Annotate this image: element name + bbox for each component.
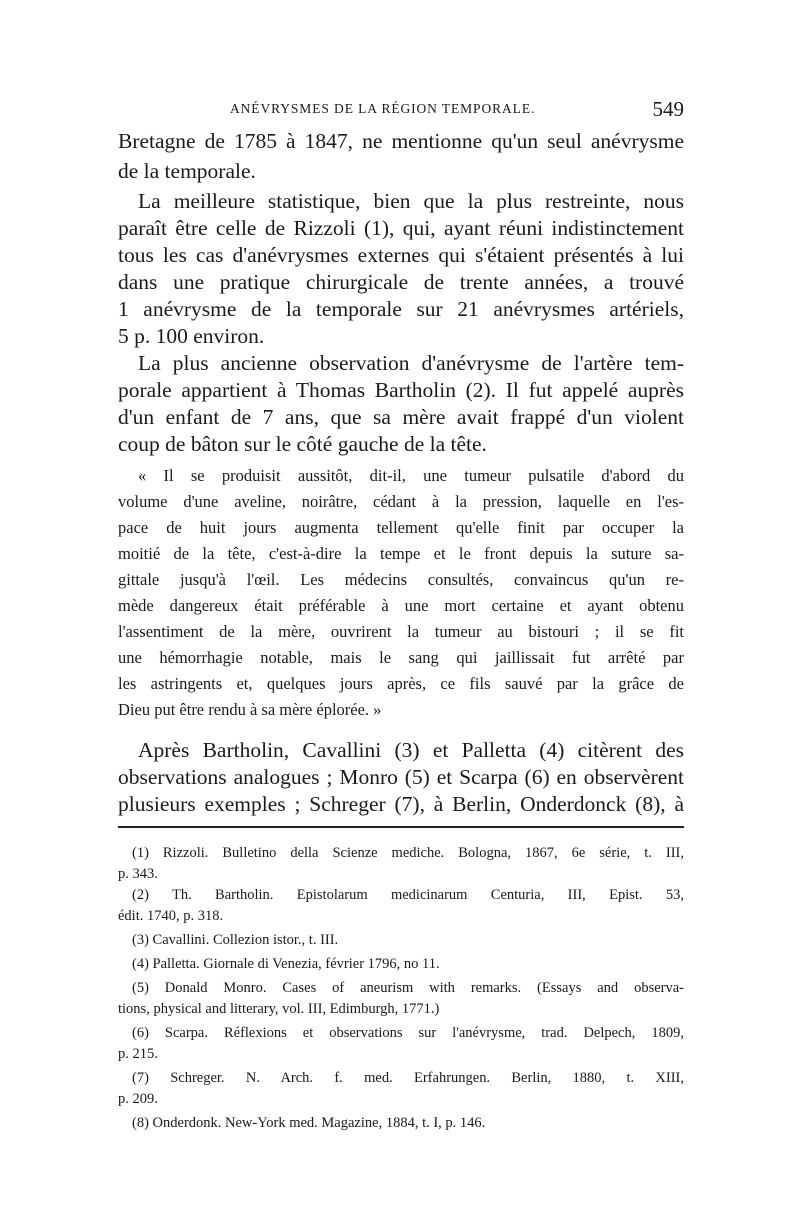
footnote-line: p. 209. [118,1091,158,1107]
body-line: d'un enfant de 7 ans, que sa mère avait frappé d'un violent [118,405,684,429]
footnote-line: p. 215. [118,1046,158,1062]
quote-line: moitié de la tête, c'est-à-dire la tempe et le front depuis la suture sa- [118,544,684,563]
footnote-line: édit. 1740, p. 318. [118,908,224,924]
quote-line: Dieu put être rendu à sa mère éplorée. » [118,700,382,719]
body-line: La plus ancienne observation d'anévrysme de l'artère tem- [138,351,684,375]
footnote-line: (3) Cavallini. Collezion istor., t. III. [132,932,339,948]
body-line: 1 anévrysme de la temporale sur 21 anévrysmes artériels, [118,297,684,321]
footnote-line: (2) Th. Bartholin. Epistolarum medicinarum Centuria, III, Epist. 53, [132,887,684,903]
body-line: de la temporale. [118,159,256,183]
body-line: porale appartient à Thomas Bartholin (2). Il fut appelé auprès [118,378,684,402]
footnote-line: (8) Onderdonk. New-York med. Magazine, 1884, t. I, p. 146. [132,1115,486,1131]
quote-line: les astringents et, quelques jours après, ce fils sauvé par la grâce de [118,674,684,693]
page-number: 549 [652,97,684,121]
quote-line: pace de huit jours augmenta tellement qu'elle finit par occuper la [118,518,684,537]
footnote-line: (1) Rizzoli. Bulletino della Scienze mediche. Bologna, 1867, 6e série, t. III, [132,845,684,861]
body-line: La meilleure statistique, bien que la plus restreinte, nous [138,189,684,213]
footnote-line: p. 343. [118,866,158,882]
quote-line: mède dangereux était préférable à une mort certaine et ayant obtenu [118,596,684,615]
footnote-line: (4) Palletta. Giornale di Venezia, février 1796, no 11. [132,956,440,972]
quote-line: « Il se produisit aussitôt, dit-il, une tumeur pulsatile d'abord du [138,466,684,485]
quote-line: une hémorrhagie notable, mais le sang qui jaillissait fut arrêté par [118,648,684,667]
body-line: coup de bâton sur le côté gauche de la tête. [118,432,487,456]
footnote-line: tions, physical and litterary, vol. III, Edimburgh, 1771.) [118,1001,440,1017]
body-line: Après Bartholin, Cavallini (3) et Palletta (4) citèrent des [138,738,684,762]
quote-line: l'assentiment de la mère, ouvrirent la tumeur au bistouri ; il se fit [118,622,684,641]
quote-line: volume d'une aveline, noirâtre, cédant à la pression, laquelle en l'es- [118,492,684,511]
quote-line: gittale jusqu'à l'œil. Les médecins consultés, convaincus qu'un re- [118,570,684,589]
body-line: tous les cas d'anévrysmes externes qui s'étaient présentés à lui [118,243,684,267]
running-title: ANÉVRYSMES DE LA RÉGION TEMPORALE. [230,101,536,116]
footnote-line: (7) Schreger. N. Arch. f. med. Erfahrungen. Berlin, 1880, t. XIII, [132,1070,684,1086]
footnote-separator [118,826,684,828]
body-line: Bretagne de 1785 à 1847, ne mentionne qu'un seul anévrysme [118,129,684,153]
page-header [118,97,684,121]
body-line: 5 p. 100 environ. [118,324,265,348]
body-line: dans une pratique chirurgicale de trente années, a trouvé [118,270,684,294]
body-line: plusieurs exemples ; Schreger (7), à Berlin, Onderdonck (8), à [118,792,684,816]
footnote-line: (6) Scarpa. Réflexions et observations sur l'anévrysme, trad. Delpech, 1809, [132,1025,684,1041]
body-line: observations analogues ; Monro (5) et Scarpa (6) en observèrent [118,765,684,789]
body-line: paraît être celle de Rizzoli (1), qui, ayant réuni indistinctement [118,216,684,240]
footnote-line: (5) Donald Monro. Cases of aneurism with remarks. (Essays and observa- [132,980,684,996]
